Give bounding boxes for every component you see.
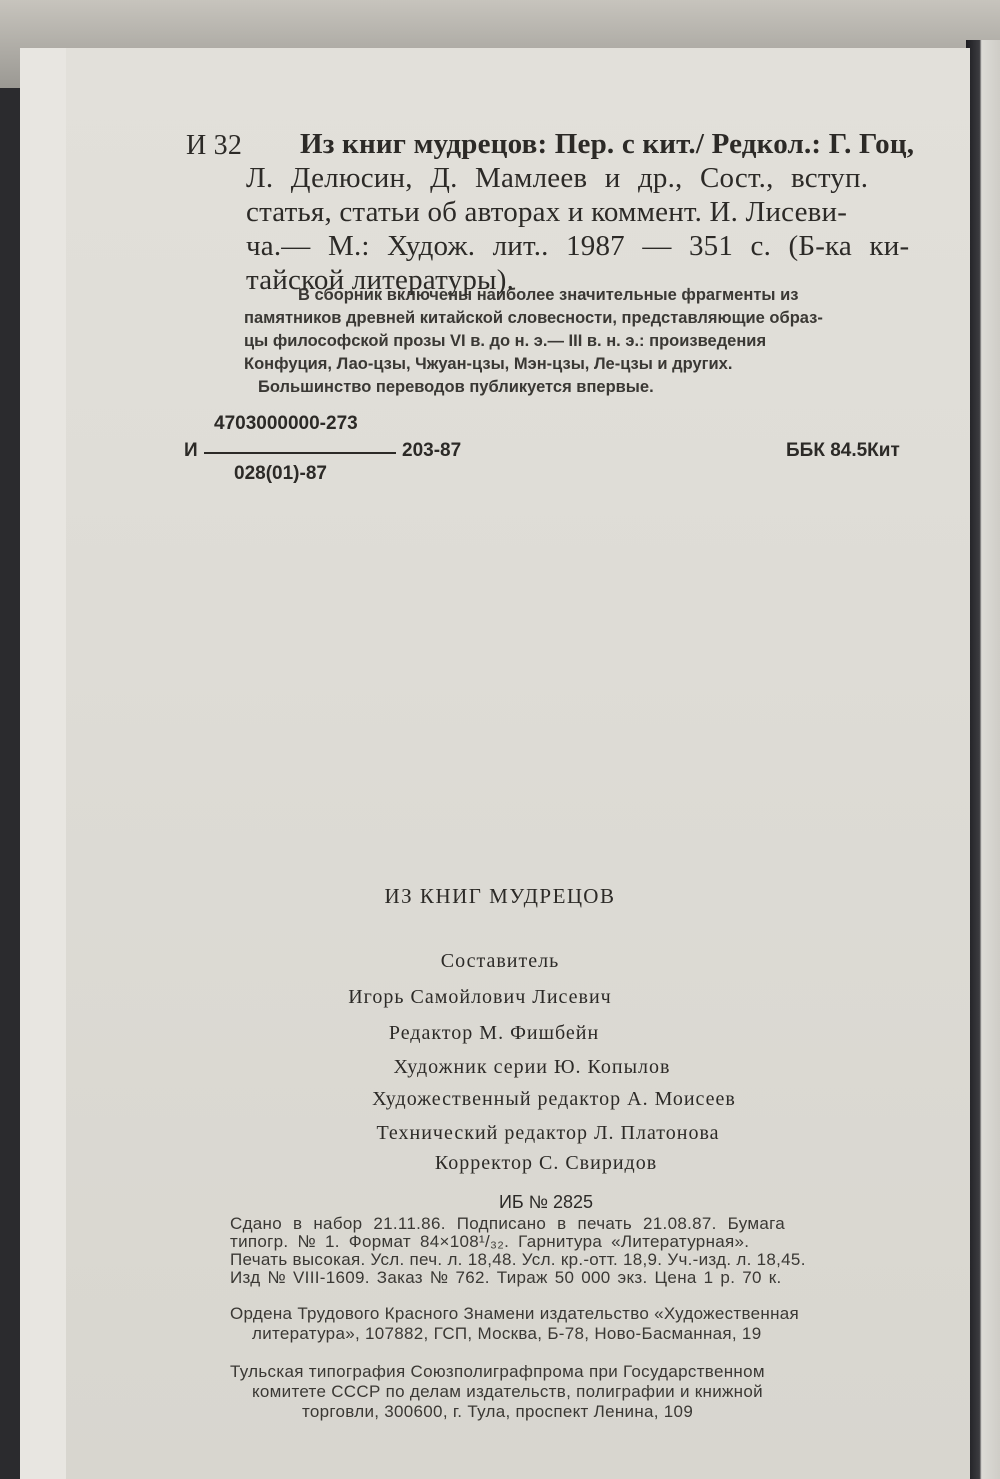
credit-editor: Редактор М. Фишбейн	[388, 1022, 600, 1044]
catalog-title-line-3: статья, статьи об авторах и коммент. И. Лисеви-	[246, 196, 848, 228]
publisher-line-2: литература», 107882, ГСП, Москва, Б-78, Ново-Басманная, 19	[252, 1324, 762, 1343]
catalog-title-line-4: ча.— М.: Худож. лит.. 1987 — 351 с. (Б-ка ки-	[246, 230, 910, 262]
ib-number: ИБ № 2825	[498, 1192, 594, 1212]
credit-art-editor: Художественный редактор А. Моисеев	[372, 1088, 736, 1110]
printer-line-2: комитете СССР по делам издательств, полиграфии и книжной	[252, 1382, 763, 1401]
isbn-suffix: 203-87	[402, 440, 462, 461]
book-cover-right	[966, 40, 1000, 1479]
book-cover-left	[0, 88, 22, 1479]
credit-series-artist: Художник серии Ю. Копылов	[393, 1056, 671, 1078]
bbk-code: ББК 84.5Кит	[786, 440, 900, 461]
compiler-name: Игорь Самойлович Лисевич	[348, 986, 612, 1008]
print-line-4: Изд № VIII-1609. Заказ № 762. Тираж 50 000 экз. Цена 1 р. 70 к.	[230, 1268, 782, 1287]
isbn-fraction-rule	[204, 452, 396, 454]
book-title: ИЗ КНИГ МУДРЕЦОВ	[384, 884, 616, 908]
annotation-line-4: Конфуция, Лао-цзы, Чжуан-цзы, Мэн-цзы, Ле-цзы и других.	[244, 355, 733, 373]
publisher-line-1: Ордена Трудового Красного Знамени издательство «Художественная	[230, 1304, 800, 1323]
print-line-2: типогр. № 1. Формат 84×108¹/₃₂. Гарнитура «Литературная».	[230, 1232, 750, 1251]
print-line-1: Сдано в набор 21.11.86. Подписано в печать 21.08.87. Бумага	[230, 1214, 785, 1233]
catalog-title-line-5: тайской литературы).	[246, 264, 515, 296]
catalog-title-line-2: Л. Делюсин, Д. Мамлеев и др., Сост., вступ.	[246, 162, 869, 194]
annotation-line-5: Большинство переводов публикуется впервые.	[258, 378, 654, 396]
annotation-line-2: памятников древней китайской словесности, представляющие образ-	[244, 309, 823, 327]
isbn-numerator: 4703000000-273	[214, 413, 358, 434]
isbn-letter: И	[184, 440, 198, 461]
isbn-denominator: 028(01)-87	[234, 463, 327, 484]
annotation-line-1: В сборник включены наиболее значительные фрагменты из	[298, 286, 799, 304]
printer-line-1: Тульская типография Союзполиграфпрома при Государственном	[230, 1362, 765, 1381]
print-line-3: Печать высокая. Усл. печ. л. 18,48. Усл. кр.-отт. 18,9. Уч.-изд. л. 18,45.	[230, 1250, 806, 1269]
credit-proofreader: Корректор С. Свиридов	[434, 1152, 658, 1174]
annotation-line-3: цы философской прозы VI в. до н. э.— III в. н. э.: произведения	[244, 332, 767, 350]
catalog-title-line-1: Из книг мудрецов: Пер. с кит./ Редкол.: Г. Гоц,	[300, 128, 915, 160]
printer-line-3: торговли, 300600, г. Тула, проспект Ленина, 109	[302, 1402, 694, 1421]
credit-tech-editor: Технический редактор Л. Платонова	[376, 1122, 720, 1144]
catalog-code: И 32	[186, 130, 243, 161]
compiler-label: Составитель	[440, 950, 560, 972]
